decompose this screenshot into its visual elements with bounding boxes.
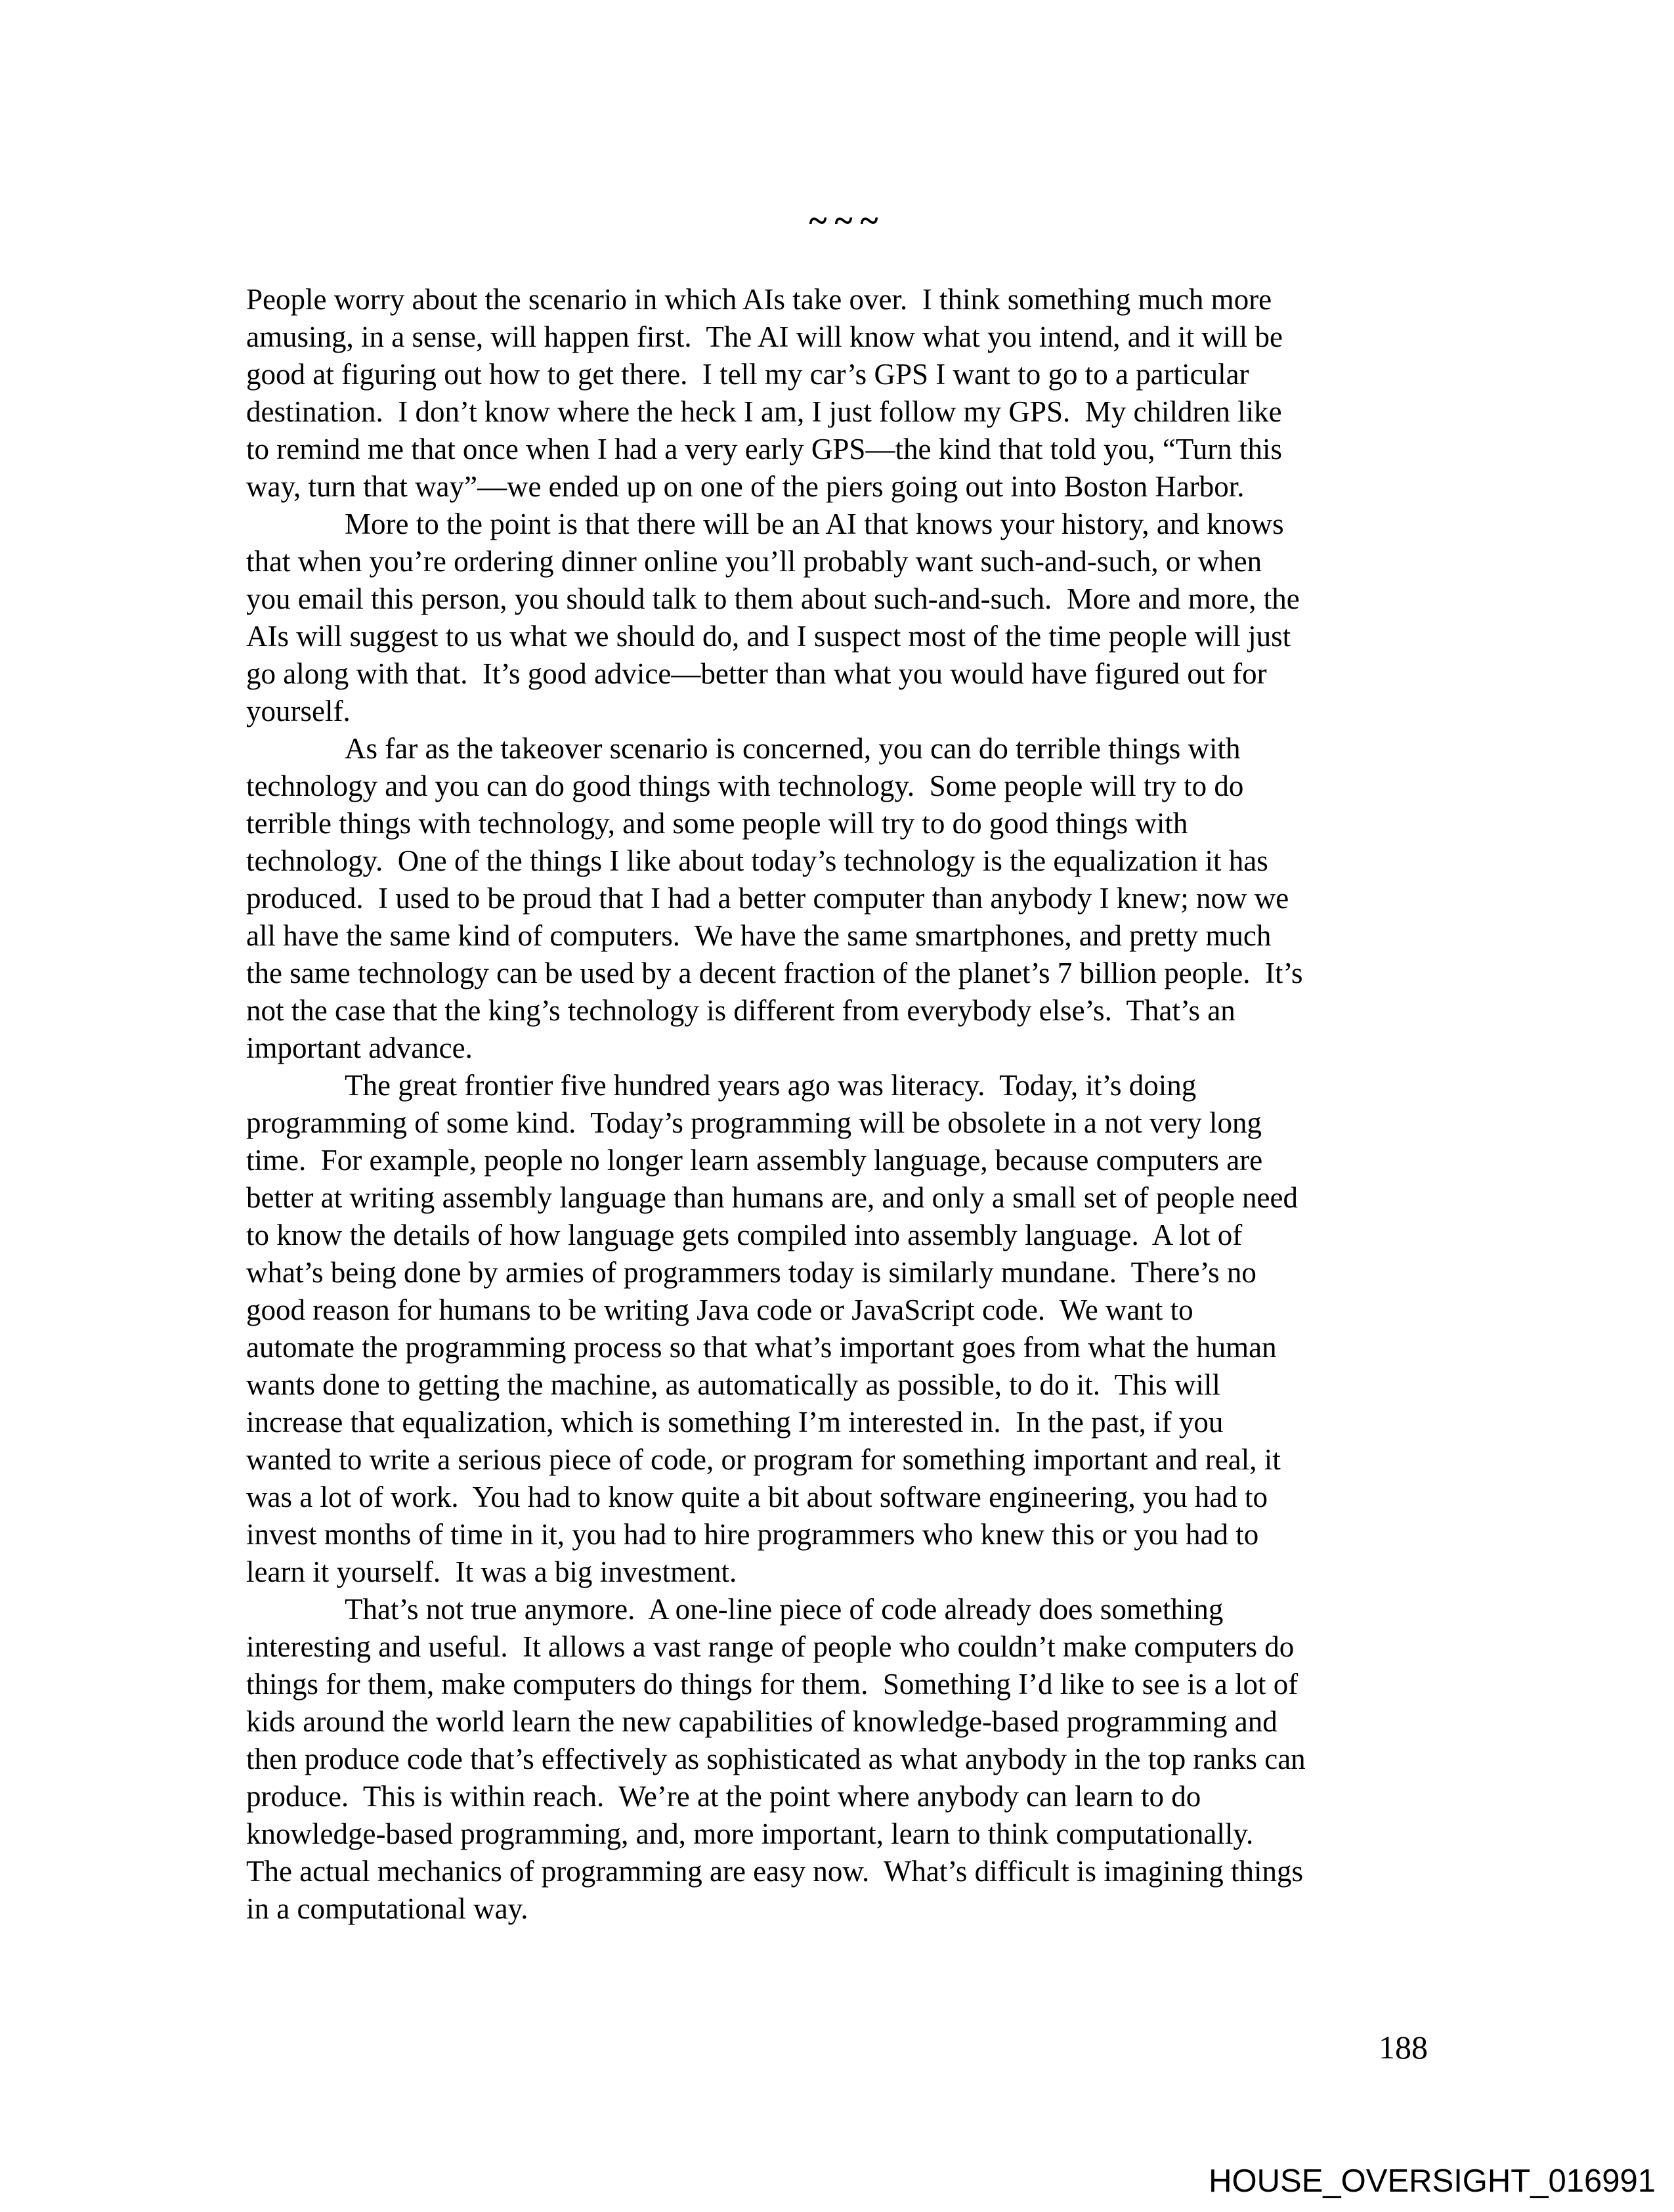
body-text bbox=[246, 281, 1449, 1928]
text-line: good reason for humans to be writing Java code or JavaScript code. We want to bbox=[246, 1293, 1193, 1326]
text-line: invest months of time in it, you had to hire programmers who knew this or you had to bbox=[246, 1518, 1259, 1551]
text-line: learn it yourself. It was a big investment. bbox=[246, 1555, 737, 1588]
text-line: to remind me that once when I had a very early GPS—the kind that told you, “Turn this bbox=[246, 433, 1283, 466]
page-number: 188 bbox=[1379, 2029, 1428, 2066]
text-line: the same technology can be used by a decent fraction of the planet’s 7 billion people. It’s bbox=[246, 957, 1303, 989]
text-line: produced. I used to be proud that I had a better computer than anybody I knew; now we bbox=[246, 882, 1289, 915]
text-line: good at figuring out how to get there. I tell my car’s GPS I want to go to a particular bbox=[246, 358, 1249, 391]
text-line: produce. This is within reach. We’re at the point where anybody can learn to do bbox=[246, 1780, 1201, 1813]
text-line: People worry about the scenario in which AIs take over. I think something much more bbox=[246, 283, 1272, 316]
text-line: things for them, make computers do things for them. Something I’d like to see is a lot of bbox=[246, 1668, 1298, 1701]
text-line: programming of some kind. Today’s programming will be obsolete in a not very long bbox=[246, 1106, 1262, 1139]
text-line: time. For example, people no longer learn assembly language, because computers are bbox=[246, 1144, 1263, 1177]
text-line: wanted to write a serious piece of code, or program for something important and real, it bbox=[246, 1443, 1281, 1476]
text-line: important advance. bbox=[246, 1031, 473, 1064]
text-line: kids around the world learn the new capabilities of knowledge-based programming and bbox=[246, 1705, 1277, 1738]
paragraph bbox=[246, 730, 1449, 1067]
text-line: The actual mechanics of programming are easy now. What’s difficult is imagining things bbox=[246, 1855, 1304, 1888]
text-line: technology. One of the things I like about today’s technology is the equalization it has bbox=[246, 844, 1268, 877]
text-line: that when you’re ordering dinner online you’ll probably want such-and-such, or when bbox=[246, 545, 1262, 578]
text-line: That’s not true anymore. A one-line piece of code already does something bbox=[345, 1593, 1224, 1626]
text-line: As far as the takeover scenario is concerned, you can do terrible things with bbox=[345, 732, 1241, 765]
text-line: interesting and useful. It allows a vast range of people who couldn’t make computers do bbox=[246, 1630, 1295, 1663]
text-line: increase that equalization, which is something I’m interested in. In the past, if you bbox=[246, 1406, 1224, 1439]
text-line: you email this person, you should talk to them about such-and-such. More and more, the bbox=[246, 582, 1300, 615]
text-line: technology and you can do good things with technology. Some people will try to do bbox=[246, 770, 1244, 802]
paragraph bbox=[246, 506, 1449, 730]
text-line: to know the details of how language gets compiled into assembly language. A lot of bbox=[246, 1219, 1243, 1251]
text-line: what’s being done by armies of programmers today is similarly mundane. There’s no bbox=[246, 1256, 1256, 1289]
text-line: way, turn that way”—we ended up on one of the piers going out into Boston Harbor. bbox=[246, 470, 1245, 503]
text-line: More to the point is that there will be an AI that knows your history, and knows bbox=[345, 508, 1284, 540]
text-line: go along with that. It’s good advice—better than what you would have figured out for bbox=[246, 657, 1267, 690]
text-line: in a computational way. bbox=[246, 1892, 528, 1925]
paragraph bbox=[246, 1591, 1449, 1928]
text-line: then produce code that’s effectively as sophisticated as what anybody in the top ranks can bbox=[246, 1743, 1306, 1775]
text-line: automate the programming process so that what’s important goes from what the human bbox=[246, 1331, 1277, 1364]
bates-stamp: HOUSE_OVERSIGHT_016991 bbox=[1209, 2163, 1656, 2199]
text-line: destination. I don’t know where the heck I am, I just follow my GPS. My children like bbox=[246, 395, 1282, 428]
section-separator: ~~~ bbox=[809, 202, 886, 240]
text-line: all have the same kind of computers. We have the same smartphones, and pretty much bbox=[246, 919, 1272, 952]
text-line: terrible things with technology, and some people will try to do good things with bbox=[246, 807, 1188, 840]
text-line: knowledge-based programming, and, more important, learn to think computationally. bbox=[246, 1817, 1254, 1850]
text-line: wants done to getting the machine, as automatically as possible, to do it. This will bbox=[246, 1368, 1220, 1401]
text-line: yourself. bbox=[246, 695, 351, 727]
text-line: AIs will suggest to us what we should do, and I suspect most of the time people will just bbox=[246, 620, 1291, 653]
paragraph bbox=[246, 281, 1449, 506]
text-line: was a lot of work. You had to know quite a bit about software engineering, you had to bbox=[246, 1481, 1268, 1513]
text-line: The great frontier five hundred years ago was literacy. Today, it’s doing bbox=[345, 1069, 1197, 1102]
text-line: better at writing assembly language than humans are, and only a small set of people need bbox=[246, 1181, 1298, 1214]
text-line: not the case that the king’s technology is different from everybody else’s. That’s an bbox=[246, 994, 1235, 1027]
paragraph bbox=[246, 1067, 1449, 1591]
text-line: amusing, in a sense, will happen first. The AI will know what you intend, and it will be bbox=[246, 320, 1283, 353]
